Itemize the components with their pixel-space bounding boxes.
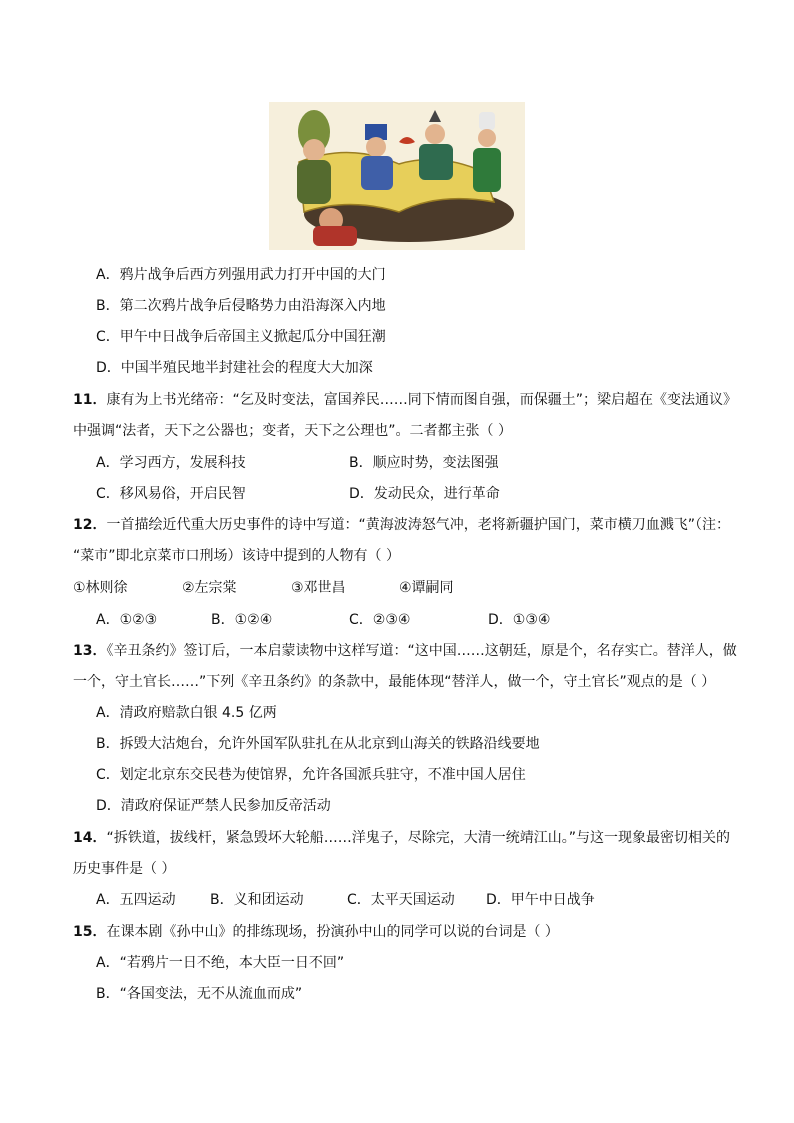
q14-option-c: C．太平天国运动 — [347, 892, 455, 908]
q11-stem — [73, 390, 737, 410]
q12-stem-line2: “菜市”即北京菜市口刑场）该诗中提到的人物有（ ） — [73, 548, 400, 564]
q10-option-c: C．甲午中日战争后帝国主义掀起瓜分中国狂潮 — [96, 329, 386, 345]
q14-stem — [73, 828, 730, 848]
q13-stem-line2: 一个，守土官长……”下列《辛丑条约》的条款中，最能体现“替洋人，做一个，守土官长”观点的是（ ） — [73, 674, 716, 690]
q15-stem-line1: 在课本剧《孙中山》的排练现场，扮演孙中山的同学可以说的台词是（ ） — [106, 924, 559, 940]
q11-number: 11． — [73, 392, 107, 408]
q12-person-3: ③邓世昌 — [291, 580, 346, 596]
q13-stem-line1: 《辛丑条约》签订后，一本启蒙读物中这样写道：“这中国……这朝廷，原是个，名存实亡。替洋人，做 — [106, 643, 737, 659]
q11-stem-line1: 康有为上书光绪帝：“乞及时变法，富国养民……同下情而图自强，而保疆土”；梁启超在《变法通议》 — [106, 392, 737, 408]
q12-option-d: D．①③④ — [488, 612, 551, 628]
q11-stem-line2: 中强调“法者，天下之公器也；变者，天下之公理也”。二者都主张（ ） — [73, 423, 512, 439]
q13-number: 13． — [73, 643, 107, 659]
q12-person-2: ②左宗棠 — [182, 580, 237, 596]
q15-number: 15． — [73, 924, 107, 940]
q13-option-c: C．划定北京东交民巷为使馆界，允许各国派兵驻守，不准中国人居住 — [96, 767, 526, 783]
q12-option-a: A．①②③ — [96, 612, 158, 628]
q15-option-a: A．“若鸦片一日不绝，本大臣一日不回” — [96, 955, 345, 971]
q12-person-1: ①林则徐 — [73, 580, 128, 596]
q15-option-b: B．“各国变法，无不从流血而成” — [96, 986, 303, 1002]
q14-option-d: D．甲午中日战争 — [486, 892, 595, 908]
q11-option-b: B．顺应时势，变法图强 — [349, 455, 499, 471]
q12-number: 12． — [73, 517, 107, 533]
q15-stem — [73, 922, 559, 942]
q14-option-a: A．五四运动 — [96, 892, 176, 908]
cartoon-illustration — [269, 102, 525, 250]
q12-stem — [73, 515, 730, 535]
q12-option-c: C．②③④ — [349, 612, 411, 628]
q13-stem — [73, 641, 737, 661]
q14-number: 14． — [73, 830, 107, 846]
q14-stem-line1: “拆铁道，拔线杆，紧急毁坏大轮船……洋鬼子，尽除完，大清一统靖江山。”与这一现象最密切相关的 — [106, 830, 730, 846]
q11-option-a: A．学习西方，发展科技 — [96, 455, 246, 471]
q11-option-c: C．移风易俗，开启民智 — [96, 486, 246, 502]
q13-option-b: B．拆毁大沽炮台，允许外国军队驻扎在从北京到山海关的铁路沿线要地 — [96, 736, 540, 752]
q10-option-d: D．中国半殖民地半封建社会的程度大大加深 — [96, 360, 373, 376]
q12-option-b: B．①②④ — [211, 612, 273, 628]
q12-stem-line1: 一首描绘近代重大历史事件的诗中写道：“黄海波涛怒气冲，老将新疆护国门，菜市横刀血溅飞”（注： — [106, 517, 730, 533]
q13-option-a: A．清政府赔款白银 4.5 亿两 — [96, 705, 277, 721]
q14-option-b: B．义和团运动 — [210, 892, 304, 908]
q13-option-d: D．清政府保证严禁人民参加反帝活动 — [96, 798, 331, 814]
q11-option-d: D．发动民众，进行革命 — [349, 486, 500, 502]
q12-person-4: ④谭嗣同 — [399, 580, 454, 596]
q14-stem-line2: 历史事件是（ ） — [73, 861, 176, 877]
q10-option-b: B．第二次鸦片战争后侵略势力由沿海深入内地 — [96, 298, 386, 314]
q10-option-a: A．鸦片战争后西方列强用武力打开中国的大门 — [96, 267, 386, 283]
